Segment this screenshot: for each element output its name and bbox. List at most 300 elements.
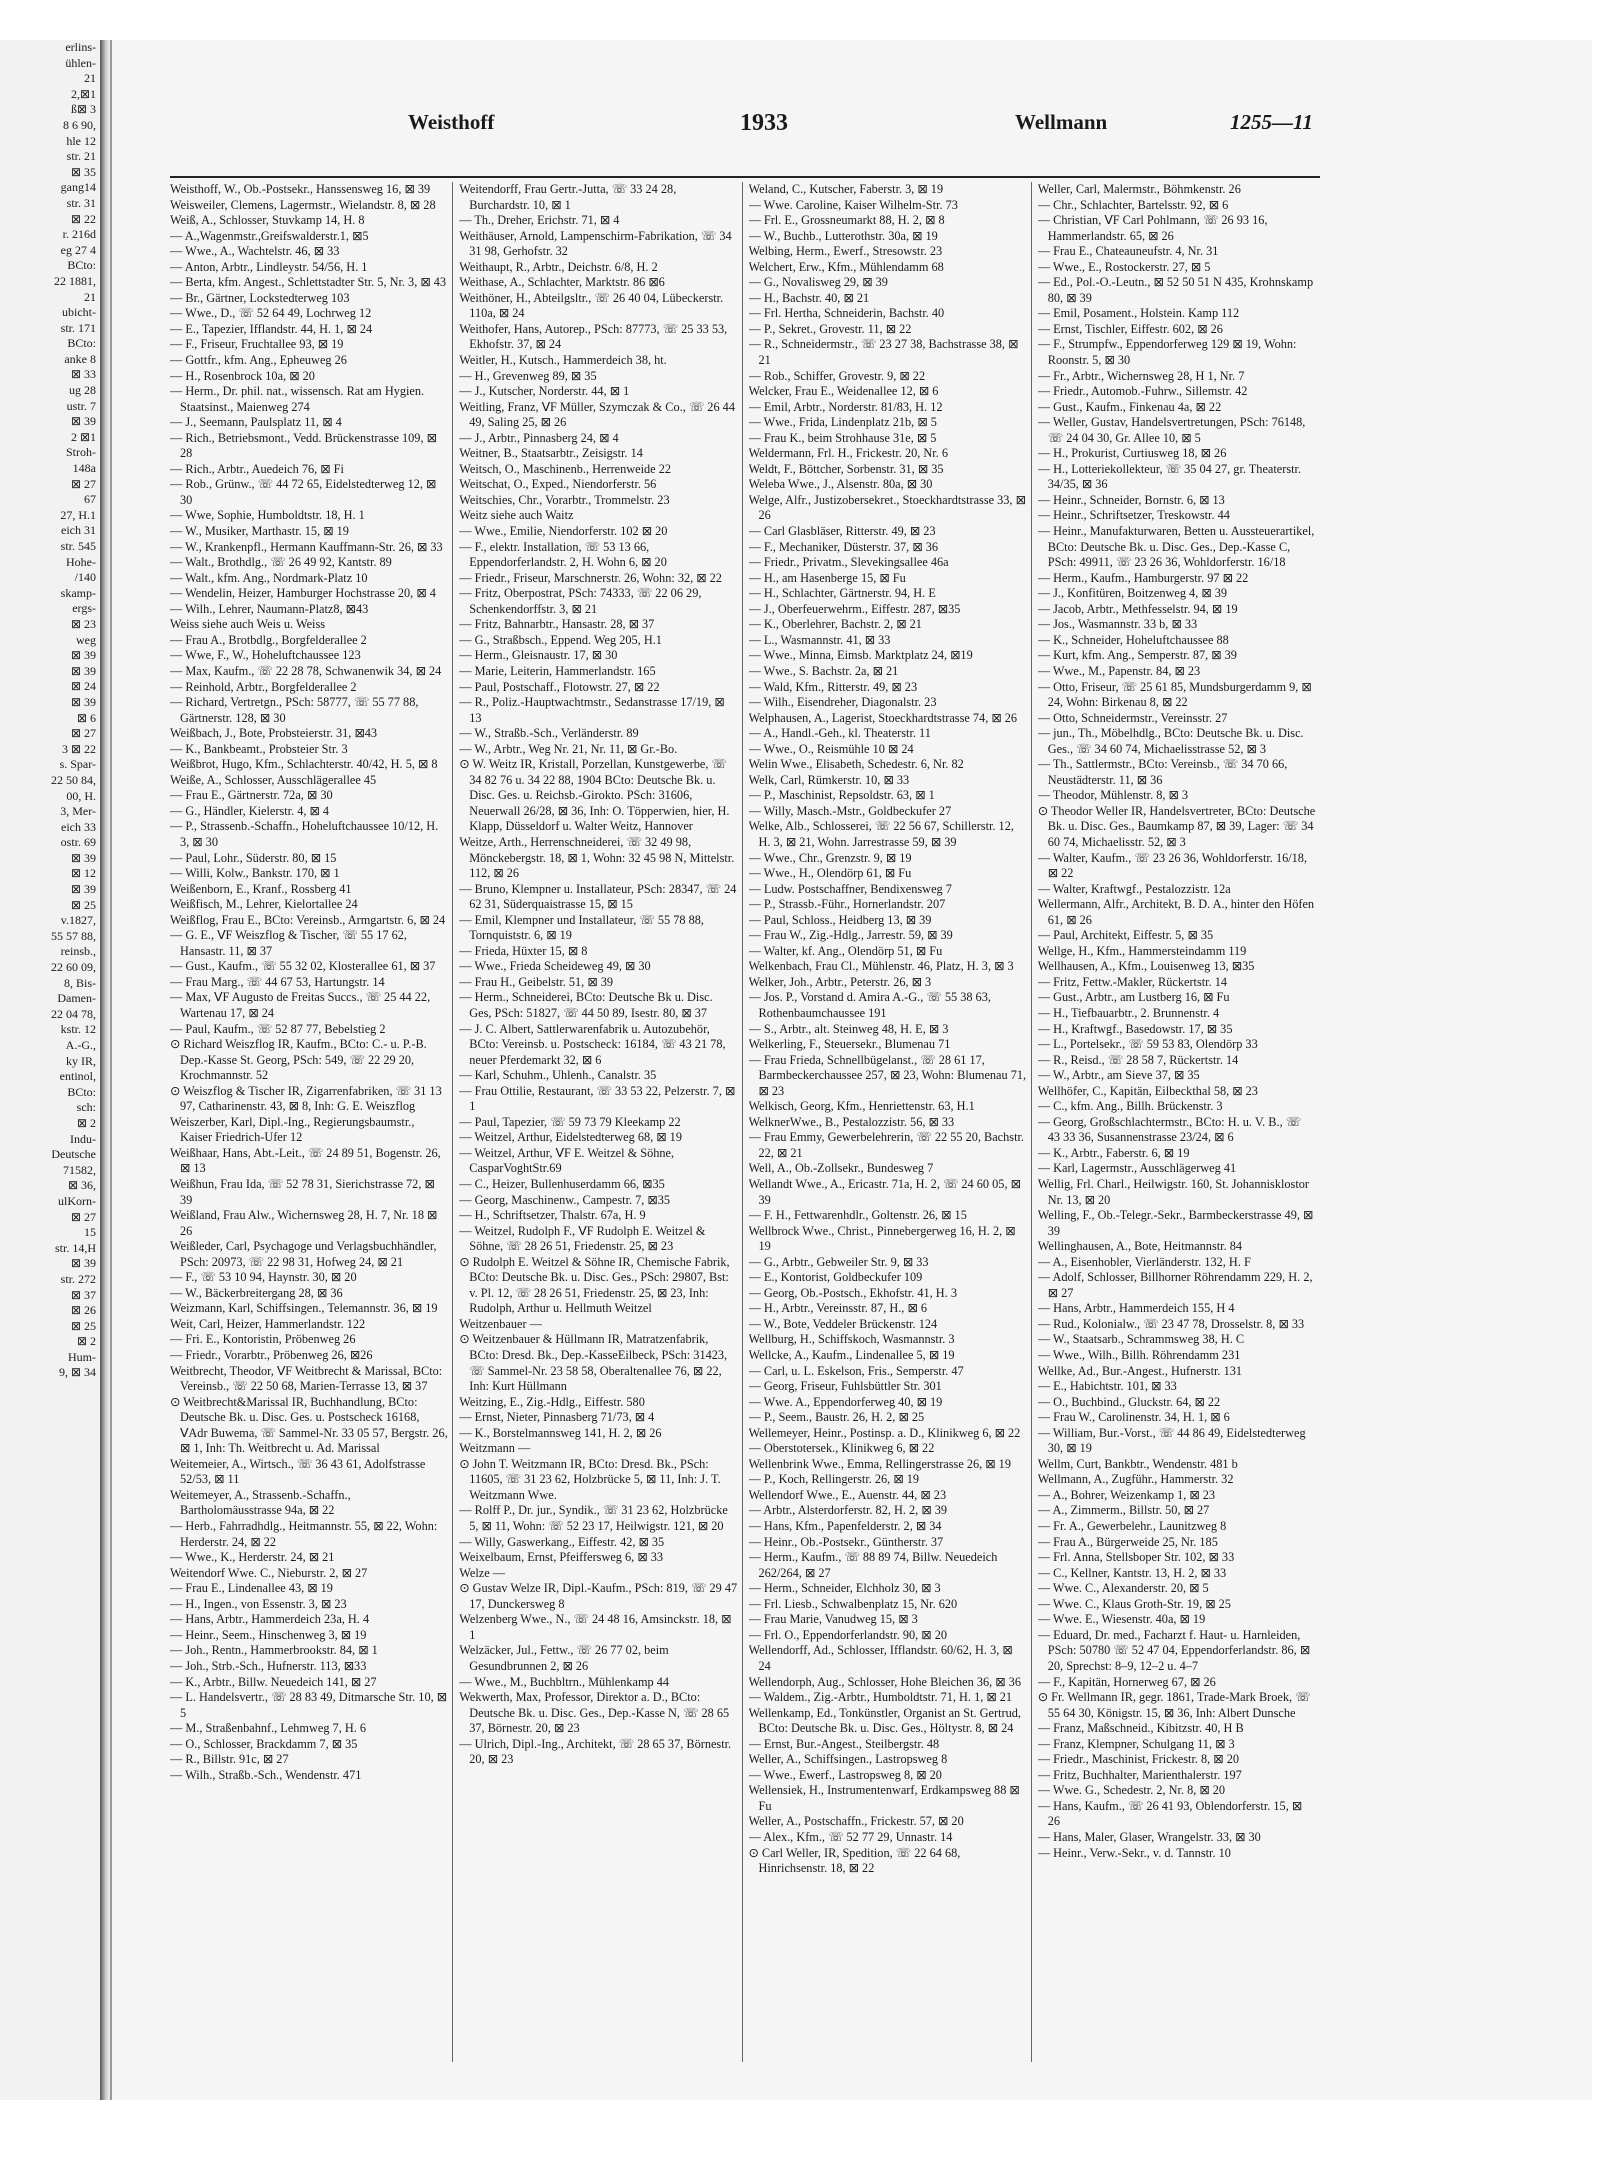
directory-entry: — Gust., Kaufm., Finkenau 4a, ⊠ 22 — [1037, 399, 1222, 414]
previous-page-fragment: ustr. 7 — [66, 398, 96, 413]
directory-entry: Wellinghausen, A., Bote, Heitmannstr. 84 — [1037, 1239, 1243, 1254]
directory-entry: — O., Buchbind., Gluckstr. 64, ⊠ 22 — [1037, 1394, 1221, 1409]
directory-entry: — R., Schneidermstr., ☏ 23 27 38, Bachstrasse 38, ⊠ 21 — [748, 337, 1019, 368]
directory-entry: — Friedr., Vorarbtr., Pröbenweg 26, ⊠26 — [170, 1348, 373, 1363]
directory-entry: Weithäuser, Arnold, Lampenschirm-Fabrikation, ☏ 34 31 98, Gerhofstr. 32 — [459, 228, 732, 259]
header-last-name: Wellmann — [1015, 110, 1108, 134]
previous-page-fragment: Hum- — [68, 1349, 96, 1364]
directory-entry: — Wilh., Lehrer, Naumann-Platz8, ⊠43 — [170, 601, 369, 616]
directory-entry: — P., Strassb.-Führ., Hornerlandstr. 207 — [748, 897, 946, 912]
previous-page-fragment: 3 ⊠ 22 — [61, 741, 96, 756]
directory-entry: — J., Arbtr., Pinnasberg 24, ⊠ 4 — [459, 430, 619, 445]
directory-entry: Wellenbrink Wwe., Emma, Rellingerstrasse 26, ⊠ 19 — [748, 1456, 1011, 1471]
directory-entry: — F., Strumpfw., Eppendorferweg 129 ⊠ 19, Wohn: Roonstr. 5, ⊠ 30 — [1037, 337, 1297, 368]
directory-entry: — G., Novalisweg 29, ⊠ 39 — [748, 275, 888, 290]
directory-entry: — H., Schlachter, Gärtnerstr. 94, H. E — [748, 586, 936, 601]
directory-entry: — C., Kellner, Kantstr. 13, H. 2, ⊠ 33 — [1037, 1565, 1227, 1580]
directory-entry: — H., am Hasenberge 15, ⊠ Fu — [748, 570, 906, 585]
directory-entry: — H., Bachstr. 40, ⊠ 21 — [748, 290, 870, 305]
directory-entry: — A., Bohrer, Weizenkamp 1, ⊠ 23 — [1037, 1487, 1216, 1502]
directory-entry: Weitbrecht, Theodor, ⅤF Weitbrecht & Marissal, BCto: Vereinsb., ☏ 22 50 68, Marien-Terrasse 13, ⊠ 37 — [170, 1363, 443, 1394]
directory-entry: — Rich., Arbtr., Auedeich 76, ⊠ Fi — [170, 461, 344, 476]
directory-entry: Weiße, A., Schlosser, Ausschlägerallee 45 — [170, 772, 377, 787]
directory-entry: Weitzenbauer — — [459, 1316, 542, 1331]
directory-entry: — Frau W., Carolinenstr. 34, H. 1, ⊠ 6 — [1037, 1410, 1230, 1425]
previous-page-fragment: str. 171 — [60, 320, 96, 335]
directory-entry: Welbing, Herm., Ewerf., Stresowstr. 23 — [748, 244, 943, 259]
previous-page-fragment: ostr. 69 — [60, 835, 96, 850]
previous-page-fragment: ⊠ 27 — [70, 476, 96, 491]
header-page-number: 1255—11 — [1230, 110, 1313, 134]
column-1 — [170, 182, 453, 2062]
directory-entry: — Heinr., Schriftsetzer, Treskowstr. 44 — [1037, 508, 1230, 523]
directory-entry: — W., Krankenpfl., Hermann Kauffmann-Str. 26, ⊠ 33 — [170, 539, 443, 554]
directory-entry: — Walter, Kraftwgf., Pestalozzistr. 12a — [1037, 881, 1231, 896]
directory-entry: Welkisch, Georg, Kfm., Henriettenstr. 63, H.1 — [748, 1099, 975, 1114]
directory-entry: — Frau K., beim Strohhause 31e, ⊠ 5 — [748, 430, 937, 445]
directory-entry: Welphausen, A., Lagerist, Stoeckhardtstrasse 74, ⊠ 26 — [748, 710, 1018, 725]
previous-page-fragment: ühlen- — [65, 55, 96, 70]
directory-entry: — Ed., Pol.-O.-Leutn., ⊠ 52 50 51 N 435, Krohnskamp 80, ⊠ 39 — [1037, 275, 1314, 305]
directory-entry: — L., Wasmannstr. 41, ⊠ 33 — [748, 632, 891, 647]
directory-entry: ⊙ Weitbrecht&Marissal IR, Buchhandlung, BCto: Deutsche Bk. u. Disc. Ges. u. Postscheck 16168, ⅤAdr Buwema, ☏ Sammel-Nr. 33 05 57, Bergstr. 26, ⊠ 1, Inh: Th. Weitbrecht u. Ad. Marissal — [170, 1394, 448, 1456]
directory-entry: — Paul, Tapezier, ☏ 59 73 79 Kleekamp 22 — [459, 1114, 681, 1129]
directory-entry: — Fr. A., Gewerbelehr., Launitzweg 8 — [1037, 1519, 1227, 1534]
directory-entry: — C., Heizer, Bullenhuserdamm 66, ⊠35 — [459, 1177, 665, 1191]
directory-entry: — Carl, u. L. Eskelson, Fris., Semperstr. 47 — [748, 1363, 964, 1378]
directory-entry: Weithaupt, R., Arbtr., Deichstr. 6/8, H. 2 — [459, 259, 658, 274]
directory-entry: Welker, Joh., Arbtr., Peterstr. 26, ⊠ 3 — [748, 974, 932, 989]
previous-page-fragment: ⊠ 39 — [70, 648, 96, 663]
directory-entry: Weisweiler, Clemens, Lagermstr., Wielandstr. 8, ⊠ 28 — [170, 197, 436, 212]
directory-entry: — J., Konfitüren, Boitzenweg 4, ⊠ 39 — [1037, 586, 1228, 601]
previous-page-fragment: weg — [76, 632, 96, 647]
previous-page-fragment: Stroh- — [66, 445, 96, 460]
directory-entry: — Fritz, Buchhalter, Marienthalerstr. 197 — [1037, 1767, 1242, 1782]
directory-entry: — Wwe., O., Reismühle 10 ⊠ 24 — [748, 741, 914, 756]
previous-page-fragment: str. 21 — [66, 149, 96, 164]
previous-page-fragment: eich 33 — [61, 819, 96, 834]
directory-entry: Weithöner, H., Abteilgsltr., ☏ 26 40 04, Lübeckerstr. 110a, ⊠ 24 — [459, 290, 724, 321]
directory-entry: Weller, Carl, Malermstr., Böhmkenstr. 26 — [1037, 182, 1241, 196]
directory-entry: Weixelbaum, Ernst, Pfeiffersweg 6, ⊠ 33 — [459, 1550, 663, 1565]
previous-page-fragment: 2 ⊠1 — [70, 429, 96, 444]
directory-entry: Weitling, Franz, ⅤF Müller, Szymczak & Co., ☏ 26 44 49, Saling 25, ⊠ 26 — [459, 399, 735, 430]
previous-page-fragment: eg 27 4 — [60, 242, 96, 257]
directory-entry: — Wwe., H., Olendörp 61, ⊠ Fu — [748, 866, 912, 881]
previous-page-fragment: ⊠ 25 — [70, 1318, 96, 1333]
directory-entry: — W., Arbtr., Weg Nr. 21, Nr. 11, ⊠ Gr.-Bo. — [459, 741, 678, 756]
directory-entry: Weitsch, O., Maschinenb., Herrenweide 22 — [459, 461, 671, 476]
directory-entry: — E., Kontorist, Goldbeckufer 109 — [748, 1270, 923, 1285]
directory-entry: — Paul, Schloss., Heidberg 13, ⊠ 39 — [748, 912, 932, 927]
directory-entry: Welkenbach, Frau Cl., Mühlenstr. 46, Platz, H. 3, ⊠ 3 — [748, 959, 1014, 974]
previous-page-fragment: r. 216d — [62, 227, 96, 242]
directory-entry: — E., Tapezier, Ifflandstr. 44, H. 1, ⊠ 24 — [170, 321, 373, 336]
directory-entry: — Wwe, F., W., Hoheluftchaussee 123 — [170, 648, 361, 663]
directory-entry: — Paul, Lohr., Süderstr. 80, ⊠ 15 — [170, 850, 337, 865]
previous-page-fragment: Hohe- — [66, 554, 96, 569]
directory-entry: Weithase, A., Schlachter, Marktstr. 86 ⊠6 — [459, 275, 665, 290]
directory-entry: — J., Seemann, Paulsplatz 11, ⊠ 4 — [170, 415, 342, 430]
directory-entry: — Hans, Maler, Glaser, Wrangelstr. 33, ⊠ 30 — [1037, 1829, 1261, 1844]
directory-entry: Welcker, Frau E., Weidenallee 12, ⊠ 6 — [748, 384, 939, 399]
directory-entry: — Weitzel, Arthur, Eidelstedterweg 68, ⊠ 19 — [459, 1130, 682, 1145]
directory-entry: — Walt., kfm. Ang., Nordmark-Platz 10 — [170, 570, 368, 585]
directory-entry: — Willy, Masch.-Mstr., Goldbeckufer 27 — [748, 803, 952, 818]
directory-entry: — J., Oberfeuerwehrm., Eiffestr. 287, ⊠35 — [748, 601, 961, 616]
directory-entry: WelknerWwe., B., Pestalozzistr. 56, ⊠ 33 — [748, 1114, 955, 1129]
directory-entry: — W., Bäckerbreitergang 28, ⊠ 36 — [170, 1285, 343, 1300]
directory-entry: — W., Straßb.-Sch., Verländerstr. 89 — [459, 726, 639, 741]
directory-entry: — Wwe., Frieda Scheideweg 49, ⊠ 30 — [459, 959, 651, 974]
directory-entry: — Christian, ⅤF Carl Pohlmann, ☏ 26 93 16, Hammerlandstr. 65, ⊠ 26 — [1037, 213, 1268, 243]
previous-page-fragment: ubicht- — [62, 305, 96, 320]
previous-page-fragment: ⊠ 2 — [76, 1334, 96, 1349]
directory-entry: Weland, C., Kutscher, Faberstr. 3, ⊠ 19 — [748, 182, 944, 196]
directory-entry: — F., Friseur, Fruchtallee 93, ⊠ 19 — [170, 337, 344, 352]
header-year: 1933 — [740, 110, 788, 136]
previous-page-fragment: sch: — [76, 1100, 96, 1115]
directory-entry: — Richard, Vertretgn., PSch: 58777, ☏ 55 77 88, Gärtnerstr. 128, ⊠ 30 — [170, 695, 419, 725]
previous-page-fragment: 8 6 90, — [63, 117, 96, 132]
previous-page-fragment: ⊠ 24 — [70, 679, 96, 694]
directory-entry: — Weitzel, Rudolph F., ⅤF Rudolph E. Weitzel & Söhne, ☏ 28 26 51, Friedenstr. 25, ⊠ 23 — [459, 1223, 706, 1254]
directory-entry: Wellmann, A., Zugführ., Hammerstr. 32 — [1037, 1472, 1234, 1487]
directory-entry: — Wilh., Eisendreher, Diagonalstr. 23 — [748, 695, 937, 710]
directory-entry: — Frau Ottilie, Restaurant, ☏ 33 53 22, Pelzerstr. 7, ⊠ 1 — [459, 1083, 736, 1114]
directory-entry: — Jos., Wasmannstr. 33 b, ⊠ 33 — [1037, 617, 1198, 632]
directory-entry: — Georg, Ob.-Postsch., Ekhofstr. 41, H. 3 — [748, 1285, 957, 1300]
previous-page-fragment: reinsb., — [60, 944, 96, 959]
directory-entry: — P., Seem., Baustr. 26, H. 2, ⊠ 25 — [748, 1410, 925, 1425]
directory-entry: — H., Kraftwgf., Basedowstr. 17, ⊠ 35 — [1037, 1021, 1233, 1036]
directory-entry: — Th., Sattlermstr., BCto: Vereinsb., ☏ 34 70 66, Neustädterstr. 11, ⊠ 36 — [1037, 757, 1288, 787]
directory-entry: — Wwe., Wilh., Billh. Röhrendamm 231 — [1037, 1348, 1241, 1363]
directory-entry: Weitzing, E., Zig.-Hdlg., Eiffestr. 580 — [459, 1394, 645, 1409]
previous-page-fragment: 8, Bis- — [63, 975, 96, 990]
directory-entry: Welke, Alb., Schlosserei, ☏ 22 56 67, Schillerstr. 12, H. 3, ⊠ 21, Wohn. Jarrestrasse 59, ⊠ 39 — [748, 819, 1014, 849]
directory-entry: Weitzmann — — [459, 1441, 531, 1456]
directory-entry: — W., Buchb., Lutterothstr. 30a, ⊠ 19 — [748, 228, 938, 243]
previous-page-fragment: ⊠ 33 — [70, 367, 96, 382]
directory-entry: Welze — — [459, 1565, 506, 1580]
directory-entry: — R., Poliz.-Hauptwachtmstr., Sedanstrasse 17/19, ⊠ 13 — [459, 695, 725, 725]
previous-page-fragment: 3, Mer- — [60, 804, 96, 819]
directory-entry: — Rolff P., Dr. jur., Syndik., ☏ 31 23 62, Holzbrücke 5, ⊠ 11, Wohn: ☏ 52 23 17, Heilwigstr. 121, ⊠ 20 — [459, 1503, 728, 1534]
previous-page-fragment: BCto: — [67, 336, 96, 351]
previous-page-fragment: ⊠ 39 — [70, 882, 96, 897]
directory-entry: — Rich., Betriebsmont., Vedd. Brückenstrasse 109, ⊠ 28 — [170, 430, 437, 461]
directory-entry: Weitschat, O., Exped., Niendorferstr. 56 — [459, 477, 657, 492]
directory-entry: Weitze, Arth., Herrenschneiderei, ☏ 32 49 98, Mönckebergstr. 18, ⊠ 1, Wohn: 32 45 98 N, Mittelstr. 112, ⊠ 26 — [459, 834, 735, 881]
directory-entry: Weitemeyer, A., Strassenb.-Schaffn., Bartholomäusstrasse 94a, ⊠ 22 — [170, 1487, 351, 1518]
directory-entry: — Arbtr., Alsterdorferstr. 82, H. 2, ⊠ 39 — [748, 1503, 947, 1518]
previous-page-fragment: ⊠ 12 — [70, 866, 96, 881]
directory-entry: Wellm, Curt, Bankbtr., Wendenstr. 481 b — [1037, 1456, 1238, 1471]
previous-page-fragment: 27, H.1 — [60, 507, 96, 522]
directory-entry: — Hans, Kfm., Papenfelderstr. 2, ⊠ 34 — [748, 1519, 942, 1534]
directory-entry: — S., Arbtr., alt. Steinweg 48, H. E, ⊠ 3 — [748, 1021, 949, 1036]
column-3 — [749, 182, 1032, 2062]
directory-entry: — Paul, Postschaff., Flotowstr. 27, ⊠ 22 — [459, 679, 660, 694]
directory-entry: — Wwe, Sophie, Humboldtstr. 18, H. 1 — [170, 508, 365, 523]
directory-entry: Weithofer, Hans, Autorep., PSch: 87773, ☏ 25 33 53, Ekhofstr. 37, ⊠ 24 — [459, 321, 728, 352]
previous-page-fragment: ⊠ 35 — [70, 164, 96, 179]
directory-entry: — G., Arbtr., Gebweiler Str. 9, ⊠ 33 — [748, 1254, 929, 1269]
previous-page-fragment: str. 31 — [66, 195, 96, 210]
directory-entry: — Willi, Kolw., Bankstr. 170, ⊠ 1 — [170, 866, 340, 881]
directory-entry: — Herm., Gleisnaustr. 17, ⊠ 30 — [459, 648, 618, 663]
directory-entry: Wellhöfer, C., Kapitän, Eilbeckthal 58, ⊠ 23 — [1037, 1083, 1258, 1098]
previous-page-fragment: ⊠ 22 — [70, 211, 96, 226]
previous-page-fragment: ulKorn- — [58, 1193, 96, 1208]
directory-entry: — Friedr., Friseur, Marschnerstr. 26, Wohn: 32, ⊠ 22 — [459, 570, 722, 585]
directory-entry: — K., Schneider, Hoheluftchaussee 88 — [1037, 632, 1229, 647]
directory-entry: — Wwe., A., Wachtelstr. 46, ⊠ 33 — [170, 244, 340, 259]
directory-entry: Well, A., Ob.-Zollsekr., Bundesweg 7 — [748, 1161, 934, 1176]
directory-entry: — Herm., Kaufm., ☏ 88 89 74, Billw. Neuedeich 262/264, ⊠ 27 — [748, 1550, 998, 1580]
directory-entry: — Wwe., Minna, Eimsb. Marktplatz 24, ⊠19 — [748, 648, 973, 663]
directory-entry: — H., Grevenweg 89, ⊠ 35 — [459, 368, 597, 383]
directory-entry: — Ulrich, Dipl.-Ing., Architekt, ☏ 28 65 37, Börnestr. 20, ⊠ 23 — [459, 1736, 732, 1767]
directory-entry: — G., Händler, Kielerstr. 4, ⊠ 4 — [170, 803, 330, 818]
directory-entry: — William, Bur.-Vorst., ☏ 44 86 49, Eidelstedterweg 30, ⊠ 19 — [1037, 1425, 1306, 1456]
directory-entry: Weitschies, Chr., Vorarbtr., Trommelstr. 23 — [459, 492, 670, 507]
directory-entry: — Walter, Kaufm., ☏ 23 26 36, Wohldorferstr. 16/18, ⊠ 22 — [1037, 850, 1308, 881]
directory-entry: — Gottfr., kfm. Ang., Epheuweg 26 — [170, 353, 347, 368]
directory-entry: Weller, A., Schiffsingen., Lastropsweg 8 — [748, 1752, 948, 1767]
previous-page-fragment: ⊠ 6 — [76, 710, 96, 725]
directory-entry: Wellbrock Wwe., Christ., Pinnebergerweg 16, H. 2, ⊠ 19 — [748, 1223, 1016, 1254]
directory-entry: — Waldem., Zig.-Arbtr., Humboldtstr. 71, H. 1, ⊠ 21 — [748, 1690, 1013, 1705]
directory-entry: — P., Koch, Rellingerstr. 26, ⊠ 19 — [748, 1472, 919, 1487]
previous-page-fragment: ⊠ 27 — [70, 1209, 96, 1224]
directory-entry: Welk, Carl, Rümkerstr. 10, ⊠ 33 — [748, 772, 910, 787]
directory-entry: — C., kfm. Ang., Billh. Brückenstr. 3 — [1037, 1099, 1223, 1114]
directory-entry: — Reinhold, Arbtr., Borgfelderallee 2 — [170, 679, 357, 694]
directory-entry: — Paul, Architekt, Eiffestr. 5, ⊠ 35 — [1037, 928, 1214, 943]
directory-entry: — Karl, Lagermstr., Ausschlägerweg 41 — [1037, 1161, 1237, 1176]
directory-entry: — Frau E., Chateauneufstr. 4, Nr. 31 — [1037, 244, 1219, 259]
directory-entry: — Wwe. Caroline, Kaiser Wilhelm-Str. 73 — [748, 197, 958, 212]
directory-entry: — Adolf, Schlosser, Billhorner Röhrendamm 229, H. 2, ⊠ 27 — [1037, 1270, 1313, 1300]
previous-page-fragment: 67 — [84, 492, 96, 507]
previous-page-fragment: ergs- — [72, 601, 96, 616]
directory-entry: — Joh., Rentn., Hammerbrookstr. 84, ⊠ 1 — [170, 1643, 378, 1658]
previous-page-fragment: ⊠ 39 — [70, 663, 96, 678]
previous-page-fragment: Damen- — [57, 991, 96, 1006]
directory-entry: — Fr., Arbtr., Wichernsweg 28, H 1, Nr. 7 — [1037, 368, 1245, 383]
directory-entry: — K., Bankbeamt., Probsteier Str. 3 — [170, 741, 348, 756]
directory-entry: — Marie, Leiterin, Hammerlandstr. 165 — [459, 663, 656, 678]
directory-entry: — Frau A., Brotbdlg., Borgfelderallee 2 — [170, 632, 367, 647]
directory-entry: — J. C. Albert, Sattlerwarenfabrik u. Autozubehör, BCto: Vereinsb. u. Postscheck: 16184, ☏ 43 21 78, neuer Pferdemarkt 32, ⊠ 6 — [459, 1021, 726, 1067]
directory-entry: — Wwe. C., Klaus Groth-Str. 19, ⊠ 25 — [1037, 1596, 1231, 1611]
directory-entry: Weller, A., Postschaffn., Frickestr. 57, ⊠ 20 — [748, 1814, 964, 1829]
directory-entry: — Wwe. C., Alexanderstr. 20, ⊠ 5 — [1037, 1581, 1209, 1596]
previous-page-fragment: 21 — [84, 289, 96, 304]
directory-entry: — Walter, kf. Ang., Olendörp 51, ⊠ Fu — [748, 943, 943, 958]
directory-entry: Welzenberg Wwe., N., ☏ 24 48 16, Amsinckstr. 18, ⊠ 1 — [459, 1612, 732, 1642]
previous-page-fragment: s. Spar- — [59, 757, 96, 772]
directory-entry: — A.,Wagenmstr.,Greifswalderstr.1, ⊠5 — [170, 228, 369, 243]
directory-entry: — Frau W., Zig.-Hdlg., Jarrestr. 59, ⊠ 39 — [748, 928, 953, 943]
directory-entry: — Max, Kaufm., ☏ 22 28 78, Schwanenwik 34, ⊠ 24 — [170, 663, 442, 678]
directory-entry: — F., Mechaniker, Düsterstr. 37, ⊠ 36 — [748, 539, 938, 554]
directory-entry: — Walt., Brothdlg., ☏ 26 49 92, Kantstr. 89 — [170, 555, 392, 570]
directory-entry: — P., Maschinist, Repsoldstr. 63, ⊠ 1 — [748, 788, 935, 803]
directory-entry: Wellenkamp, Ed., Tonkünstler, Organist an St. Gertrud, BCto: Deutsche Bk. u. Disc. Ges., Höltystr. 8, ⊠ 24 — [748, 1705, 1021, 1736]
directory-entry: — Heinr., Verw.-Sekr., v. d. Tannstr. 10 — [1037, 1845, 1231, 1860]
previous-page-fragment: 71582, — [63, 1162, 96, 1177]
directory-entry: — P., Strassenb.-Schaffn., Hoheluftchaussee 10/12, H. 3, ⊠ 30 — [170, 819, 439, 849]
directory-entry: — Fritz, Fettw.-Makler, Rückertstr. 14 — [1037, 974, 1228, 989]
directory-entry: — Wwe. A., Eppendorferweg 40, ⊠ 19 — [748, 1394, 943, 1409]
directory-entry: — G. E., ⅤF Weiszflog & Tischer, ☏ 55 17 62, Hansastr. 11, ⊠ 37 — [170, 928, 407, 958]
directory-entry: Welin Wwe., Elisabeth, Schedestr. 6, Nr. 82 — [748, 757, 964, 772]
previous-page-fragment: Indu- — [70, 1131, 96, 1146]
previous-page-fragment: kstr. 12 — [60, 1022, 96, 1037]
previous-page-fragment: ⊠ 26 — [70, 1303, 96, 1318]
directory-entry: — Georg, Friseur, Fuhlsbüttler Str. 301 — [748, 1379, 942, 1394]
previous-page-fragment: 55 57 88, — [51, 928, 96, 943]
directory-entry: — Weller, Gustav, Handelsvertretungen, PSch: 76148, ☏ 24 04 30, Gr. Allee 10, ⊠ 5 — [1037, 415, 1306, 445]
directory-entry: Wellendorff, Ad., Schlosser, Ifflandstr. 60/62, H. 3, ⊠ 24 — [748, 1643, 1013, 1673]
previous-page-fragment: hle 12 — [66, 133, 96, 148]
directory-entry: — W., Bote, Veddeler Brückenstr. 124 — [748, 1316, 938, 1331]
directory-entry: — Karl, Schuhm., Uhlenh., Canalstr. 35 — [459, 1068, 657, 1083]
directory-entry: — K., Borstelmannsweg 141, H. 2, ⊠ 26 — [459, 1425, 662, 1440]
directory-entry: — Wwe., D., ☏ 52 64 49, Lochrweg 12 — [170, 306, 372, 321]
directory-entry: Wellig, Frl. Charl., Heilwigstr. 160, St. Johannisklostor Nr. 13, ⊠ 20 — [1037, 1177, 1309, 1207]
directory-entry: — Kurt, kfm. Ang., Semperstr. 87, ⊠ 39 — [1037, 648, 1237, 663]
directory-entry: — L., Portelsekr., ☏ 59 53 83, Olendörp 33 — [1037, 1037, 1258, 1052]
directory-entry: — Rud., Kolonialw., ☏ 23 47 78, Drosselstr. 8, ⊠ 33 — [1037, 1316, 1305, 1331]
previous-page-fragment: anke 8 — [64, 351, 96, 366]
directory-entry: — jun., Th., Möbelhdlg., BCto: Deutsche Bk. u. Disc. Ges., ☏ 34 60 74, Michaelisstrasse 52, ⊠ 3 — [1037, 726, 1304, 756]
directory-entry: Wellendorph, Aug., Schlosser, Hohe Bleichen 36, ⊠ 36 — [748, 1674, 1021, 1689]
previous-page-fragment: 22 50 84, — [51, 772, 96, 787]
directory-entry: — Br., Gärtner, Lockstedterweg 103 — [170, 290, 350, 305]
directory-entry: — Rob., Grünw., ☏ 44 72 65, Eidelstedterweg 12, ⊠ 30 — [170, 477, 437, 507]
previous-page-fragment: ⊠ 39 — [70, 694, 96, 709]
previous-page-fragment: BCto: — [67, 1084, 96, 1099]
directory-entry: — Frl. E., Grossneumarkt 88, H. 2, ⊠ 8 — [748, 213, 945, 228]
directory-entry: Wellhausen, A., Kfm., Louisenweg 13, ⊠35 — [1037, 959, 1255, 974]
directory-entry: — Bruno, Klempner u. Installateur, PSch: 28347, ☏ 24 62 31, Süderquaistrasse 15, ⊠ 15 — [459, 881, 737, 912]
directory-entry: — Eduard, Dr. med., Facharzt f. Haut- u. Harnleiden, PSch: 50780 ☏ 52 47 04, Eppendorferlandstr. 86, ⊠ 20, Sprechst: 8–9, 12–2 u. 4–7 — [1037, 1627, 1311, 1673]
directory-entry: — Emil, Posament., Holstein. Kamp 112 — [1037, 306, 1240, 321]
directory-entry: — H., Lotteriekollekteur, ☏ 35 04 27, gr. Theaterstr. 34/35, ⊠ 36 — [1037, 461, 1302, 492]
directory-entry: — W., Arbtr., am Sieve 37, ⊠ 35 — [1037, 1068, 1200, 1083]
directory-entry: Weißhun, Frau Ida, ☏ 52 78 31, Sierichstrasse 72, ⊠ 39 — [170, 1177, 435, 1207]
directory-entry: — Weitzel, Arthur, ⅤF E. Weitzel & Söhne, CasparVoghtStr.69 — [459, 1145, 675, 1176]
directory-entry: — Frau H., Geibelstr. 51, ⊠ 39 — [459, 974, 614, 989]
directory-entry: — Ernst, Bur.-Angest., Steilbergstr. 48 — [748, 1736, 940, 1751]
header-rule — [170, 176, 1320, 178]
directory-entry: — Frl. Anna, Stellsboper Str. 102, ⊠ 33 — [1037, 1550, 1235, 1565]
previous-page-fragment: ⊠ 37 — [70, 1287, 96, 1302]
directory-entry: — G., Straßbsch., Eppend. Weg 205, H.1 — [459, 632, 662, 647]
directory-entry: Weißhaar, Hans, Abt.-Leit., ☏ 24 89 51, Bogenstr. 26, ⊠ 13 — [170, 1145, 441, 1176]
directory-entry: ⊙ John T. Weitzmann IR, BCto: Dresd. Bk., PSch: 11605, ☏ 31 23 62, Holzbrücke 5, ⊠ 11, Inh: J. T. Weitzmann Wwe. — [459, 1456, 721, 1502]
header-first-name: Weisthoff — [408, 110, 495, 134]
directory-entry: Weißland, Frau Alw., Wichernsweg 28, H. 7, Nr. 18 ⊠ 26 — [170, 1208, 438, 1238]
previous-page-fragment: v.1827, — [60, 913, 96, 928]
previous-page-fragment: ⊠ 39 — [70, 850, 96, 865]
previous-page-fragment: 22 1881, — [54, 273, 96, 288]
directory-entry: — W., Staatsarb., Schrammsweg 38, H. C — [1037, 1332, 1245, 1347]
directory-entry: ⊙ Gustav Welze IR, Dipl.-Kaufm., PSch: 819, ☏ 29 47 17, Dunckersweg 8 — [459, 1581, 738, 1611]
directory-entry: — Heinr., Ob.-Postsekr., Güntherstr. 37 — [748, 1534, 944, 1549]
directory-entry: Weizmann, Karl, Schiffsingen., Telemannstr. 36, ⊠ 19 — [170, 1301, 438, 1316]
directory-entry: — Frl. Hertha, Schneiderin, Bachstr. 40 — [748, 306, 945, 321]
previous-page-fragment: ⊠ 36, — [67, 1178, 96, 1193]
directory-entry: Weleba Wwe., J., Alsenstr. 80a, ⊠ 30 — [748, 477, 933, 492]
directory-entry: — Franz, Klempner, Schulgang 11, ⊠ 3 — [1037, 1736, 1235, 1751]
directory-entry: Wekwerth, Max, Professor, Direktor a. D., BCto: Deutsche Bk. u. Disc. Ges., Dep.-Kasse N, ☏ 28 65 37, Börnestr. 20, ⊠ 23 — [459, 1690, 730, 1736]
directory-entry: — Frau Marie, Vanudweg 15, ⊠ 3 — [748, 1612, 918, 1627]
directory-entry: ⊙ Weiszflog & Tischer IR, Zigarrenfabriken, ☏ 31 13 97, Catharinenstr. 43, ⊠ 8, Inh: G. E. Weiszflog — [170, 1083, 442, 1114]
previous-page-fragment: ⊠ 27 — [70, 726, 96, 741]
directory-entry: — F., Kapitän, Hornerweg 67, ⊠ 26 — [1037, 1674, 1216, 1689]
directory-entry: — Paul, Kaufm., ☏ 52 87 77, Bebelstieg 2 — [170, 1021, 386, 1036]
previous-page-fragment: str. 272 — [60, 1271, 96, 1286]
previous-page-fragment: ⊠ 39 — [70, 1256, 96, 1271]
directory-entry: Weldt, F., Böttcher, Sorbenstr. 31, ⊠ 35 — [748, 461, 944, 476]
directory-entry: — Jos. P., Vorstand d. Amira A.-G., ☏ 55 38 63, Rothenbaumchaussee 191 — [748, 990, 991, 1020]
directory-entry: — Frl. Liesb., Schwalbenplatz 15, Nr. 620 — [748, 1596, 958, 1611]
directory-entry: — Anton, Arbtr., Lindleystr. 54/56, H. 1 — [170, 259, 368, 274]
directory-entry: — Wwe., Ewerf., Lastropsweg 8, ⊠ 20 — [748, 1767, 942, 1782]
previous-page-fragment: gang14 — [60, 180, 96, 195]
directory-entry: — A., Handl.-Geh., kl. Theaterstr. 11 — [748, 726, 931, 741]
previous-page-fragment: ß⊠ 3 — [70, 102, 96, 117]
directory-entry: — Wwe. G., Schedestr. 2, Nr. 8, ⊠ 20 — [1037, 1783, 1226, 1798]
column-2 — [459, 182, 742, 2062]
previous-page-fragment: eich 31 — [61, 523, 96, 538]
directory-entry: — Gust., Kaufm., ☏ 55 32 02, Klosterallee 61, ⊠ 37 — [170, 959, 436, 974]
directory-entry: Wellke, Ad., Bur.-Angest., Hufnerstr. 131 — [1037, 1363, 1243, 1378]
directory-entry: — F., ☏ 53 10 94, Haynstr. 30, ⊠ 20 — [170, 1270, 357, 1285]
directory-entry: — Wilh., Straßb.-Sch., Wendenstr. 471 — [170, 1767, 362, 1782]
directory-entry: — Franz, Maßschneid., Kibitzstr. 40, H B — [1037, 1721, 1244, 1736]
previous-page-fragment: ⊠ 39 — [70, 414, 96, 429]
directory-entry: — Herm., Schneider, Elchholz 30, ⊠ 3 — [748, 1581, 941, 1596]
directory-entry: ⊙ Theodor Weller IR, Handelsvertreter, BCto: Deutsche Bk. u. Disc. Ges., Baumkamp 87, ⊠ 39, Lager: ☏ 34 60 74, Michaelisstr. 52, ⊠ 3 — [1037, 803, 1316, 849]
previous-page-fragment: ⊠ 2 — [76, 1115, 96, 1130]
directory-entry: — Georg, Großschlachtermstr., BCto: H. u. V. B., ☏ 43 33 36, Susannenstrasse 23/24, ⊠ 6 — [1037, 1114, 1302, 1145]
directory-entry: — Wwe., M., Papenstr. 84, ⊠ 23 — [1037, 663, 1201, 678]
directory-entry: — Frl. O., Eppendorferlandstr. 90, ⊠ 20 — [748, 1627, 947, 1642]
directory-entry: Wellendorf Wwe., E., Auenstr. 44, ⊠ 23 — [748, 1487, 947, 1502]
directory-entry: Welzäcker, Jul., Fettw., ☏ 26 77 02, beim Gesundbrunnen 2, ⊠ 26 — [459, 1643, 669, 1673]
directory-entry: — Wwe., E., Rostockerstr. 27, ⊠ 5 — [1037, 259, 1211, 274]
directory-entry: — F. H., Fettwarenhdlr., Goltenstr. 26, ⊠ 15 — [748, 1208, 967, 1223]
directory-entry: — R., Billstr. 91c, ⊠ 27 — [170, 1752, 289, 1767]
directory-entry: — Herm., Schneiderei, BCto: Deutsche Bk u. Disc. Ges, PSch: 51827, ☏ 44 50 89, Isestr. 80, ⊠ 37 — [459, 990, 713, 1020]
book-gutter — [100, 40, 110, 2100]
page-header — [170, 110, 1320, 150]
previous-page-edge — [0, 40, 103, 2100]
directory-entry: Wellandt Wwe., A., Ericastr. 71a, H. 2, ☏ 24 60 05, ⊠ 39 — [748, 1177, 1021, 1207]
directory-entry: Wellcke, A., Kaufm., Lindenallee 5, ⊠ 19 — [748, 1348, 955, 1363]
previous-page-fragment: 9, ⊠ 34 — [58, 1365, 96, 1380]
directory-entry: — Berta, kfm. Angest., Schlettstadter Str. 5, Nr. 3, ⊠ 43 — [170, 275, 447, 290]
directory-entry: — J., Kutscher, Norderstr. 44, ⊠ 1 — [459, 384, 630, 399]
directory-entry: — Wendelin, Heizer, Hamburger Hochstrasse 20, ⊠ 4 — [170, 586, 436, 601]
